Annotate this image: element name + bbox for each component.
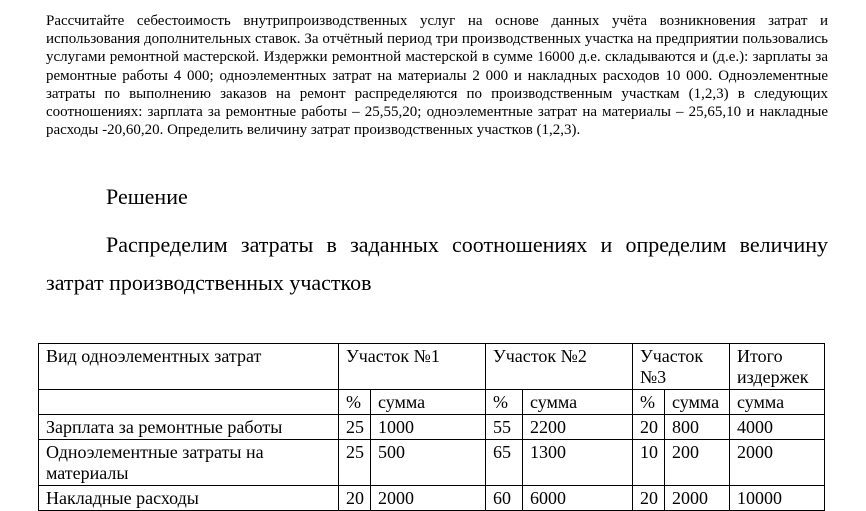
header-site-3: Участок №3 [633, 344, 730, 390]
row-pct-3: 20 [633, 415, 665, 440]
row-sum-1: 1000 [371, 415, 486, 440]
row-sum-3: 800 [665, 415, 730, 440]
row-sum-2: 1300 [523, 440, 633, 486]
table-row [39, 415, 825, 440]
cost-distribution-table [38, 343, 825, 511]
row-pct-1: 20 [339, 486, 371, 511]
solution-text: Распределим затраты в заданных соотношениях и определим величину затрат производственных участков [46, 232, 828, 295]
row-sum-2: 6000 [523, 486, 633, 511]
subheader-pct-2: % [486, 390, 523, 415]
table-header-row [39, 344, 825, 390]
header-site-2: Участок №2 [486, 344, 633, 390]
task-text: Рассчитайте себестоимость внутрипроизводственных услуг на основе данных учёта возникновения затрат и использования дополнительных ставок. За отчётный период три производственных участка на предприятии пользовались услугами ремонтной мастерской. Издержки ремонтной мастерской в сумме 16000 д.е. складываются и (д.е.): зарплаты за ремонтные работы 4 000; одноэлементных затрат на материалы 2 000 и накладных расходов 10 000. Одноэлементные затраты по выполнению заказов на ремонт распределяются по производственным участкам (1,2,3) в следующих соотношениях: зарплата за ремонтные работы – 25,55,20; одноэлементные затрат на материалы – 25,65,10 и накладные расходы -20,60,20. Определить величину затрат производственных участков (1,2,3). [46, 13, 828, 139]
row-total: 10000 [730, 486, 825, 511]
subheader-empty [39, 390, 339, 415]
row-pct-1: 25 [339, 415, 371, 440]
subheader-pct-1: % [339, 390, 371, 415]
table-row [39, 440, 825, 486]
row-sum-3: 200 [665, 440, 730, 486]
subheader-pct-3: % [633, 390, 665, 415]
row-label: Одноэлементные затраты на материалы [39, 440, 339, 486]
row-sum-1: 500 [371, 440, 486, 486]
row-label: Накладные расходы [39, 486, 339, 511]
row-sum-1: 2000 [371, 486, 486, 511]
row-sum-2: 2200 [523, 415, 633, 440]
row-sum-3: 2000 [665, 486, 730, 511]
row-pct-2: 65 [486, 440, 523, 486]
table-row [39, 486, 825, 511]
subheader-sum-3: сумма [665, 390, 730, 415]
subheader-sum-1: сумма [371, 390, 486, 415]
row-total: 4000 [730, 415, 825, 440]
header-site-1: Участок №1 [339, 344, 486, 390]
subheader-sum-total: сумма [730, 390, 825, 415]
subheader-sum-2: сумма [523, 390, 633, 415]
row-label: Зарплата за ремонтные работы [39, 415, 339, 440]
header-cost-type: Вид одноэлементных затрат [39, 344, 339, 390]
header-total: Итого издержек [730, 344, 825, 390]
row-pct-1: 25 [339, 440, 371, 486]
row-pct-2: 55 [486, 415, 523, 440]
row-pct-3: 20 [633, 486, 665, 511]
table-subheader-row [39, 390, 825, 415]
row-pct-3: 10 [633, 440, 665, 486]
row-total: 2000 [730, 440, 825, 486]
row-pct-2: 60 [486, 486, 523, 511]
solution-heading: Решение [106, 184, 188, 209]
